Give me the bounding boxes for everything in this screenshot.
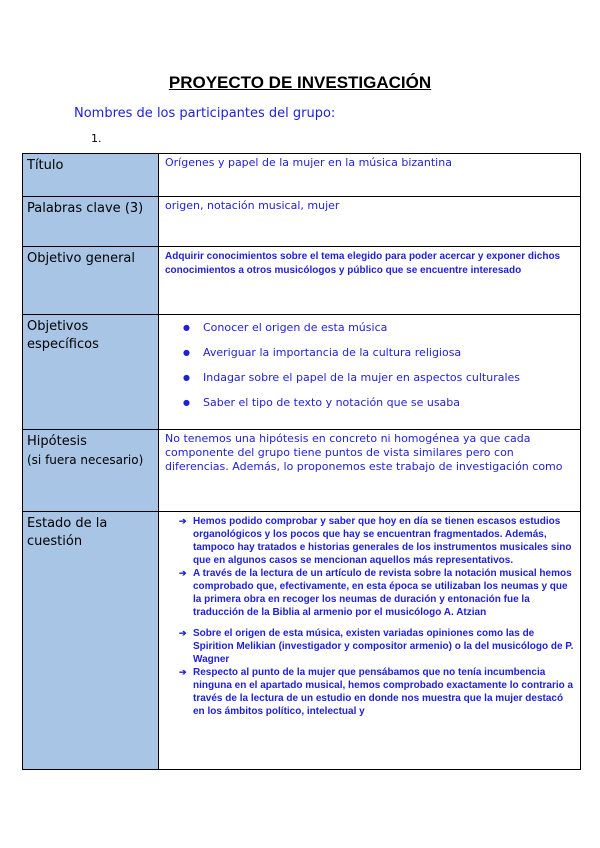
list-item: ➔ Hemos podido comprobar y saber que hoy en día se tienen escasos estudios organológicos y los pocos que hay se encuentran fragmentados. Además, tampoco hay tratados e historias generales de los instrumentos musicales sino que en algunos casos se mencionan aquellos más representativos. — [179, 515, 574, 567]
label-objetivos-especificos: Objetivos específicos — [23, 315, 159, 430]
participants-heading: Nombres de los participantes del grupo: — [74, 106, 336, 121]
value-objetivos-especificos — [159, 315, 581, 430]
row-palabras-clave — [23, 197, 581, 247]
hipotesis-label: Hipótesis — [27, 434, 87, 449]
label-hipotesis — [23, 430, 159, 512]
document-title: PROYECTO DE INVESTIGACIÓN — [168, 73, 432, 92]
hipotesis-sublabel: (si fuera necesario) — [27, 453, 144, 467]
list-item: ● Indagar sobre el papel de la mujer en aspectos culturales — [183, 371, 574, 385]
list-item: ➔ Sobre el origen de esta música, existen variadas opiniones como las de Spirition Melikian (investigador y compositor armenio) o la del musicólogo de P. Wagner — [179, 627, 574, 666]
list-item: ➔ Respecto al punto de la mujer que pensábamos que no tenía incumbencia ninguna en el apartado musical, hemos comprobado exactamente lo contrario a través de la lectura de un estudio en donde nos muestra que la mujer destacó en los ámbitos político, intelectual y — [179, 666, 574, 718]
label-estado-cuestion: Estado de la cuestión — [23, 512, 159, 770]
row-titulo — [23, 154, 581, 197]
value-hipotesis: No tenemos una hipótesis en concreto ni homogénea ya que cada componente del grupo tiene puntos de vista similares pero con diferencias. Además, lo proponemos este trabajo de investigación como — [159, 430, 581, 512]
value-palabras-clave: origen, notación musical, mujer — [159, 197, 581, 247]
label-palabras-clave: Palabras clave (3) — [23, 197, 159, 247]
value-titulo: Orígenes y papel de la mujer en la música bizantina — [159, 154, 581, 197]
objetivo-general-text: Adquirir conocimientos sobre el tema elegido para poder acercar y exponer dichos conocimientos a otros musicólogos y público que se encuentre interesado — [165, 251, 561, 276]
value-estado-cuestion — [159, 512, 581, 770]
row-hipotesis — [23, 430, 581, 512]
project-table — [22, 153, 581, 770]
row-objetivos-especificos — [23, 315, 581, 430]
participant-number: 1. — [91, 132, 102, 145]
label-objetivo-general: Objetivo general — [23, 247, 159, 315]
row-objetivo-general — [23, 247, 581, 315]
list-item: ● Conocer el origen de esta música — [183, 321, 574, 335]
label-titulo: Título — [23, 154, 159, 197]
row-estado-cuestion — [23, 512, 581, 770]
list-item: ➔ A través de la lectura de un artículo de revista sobre la notación musical hemos comprobado que, efectivamente, en esta época se utilizaban los neumas y que la primera obra en recoger los neumas de duración y entonación fue la traducción de la Biblia al armenio por el musicólogo A. Atzian — [179, 567, 574, 619]
value-objetivo-general — [159, 247, 581, 315]
list-item: ● Averiguar la importancia de la cultura religiosa — [183, 346, 574, 360]
list-item: ● Saber el tipo de texto y notación que se usaba — [183, 396, 574, 410]
